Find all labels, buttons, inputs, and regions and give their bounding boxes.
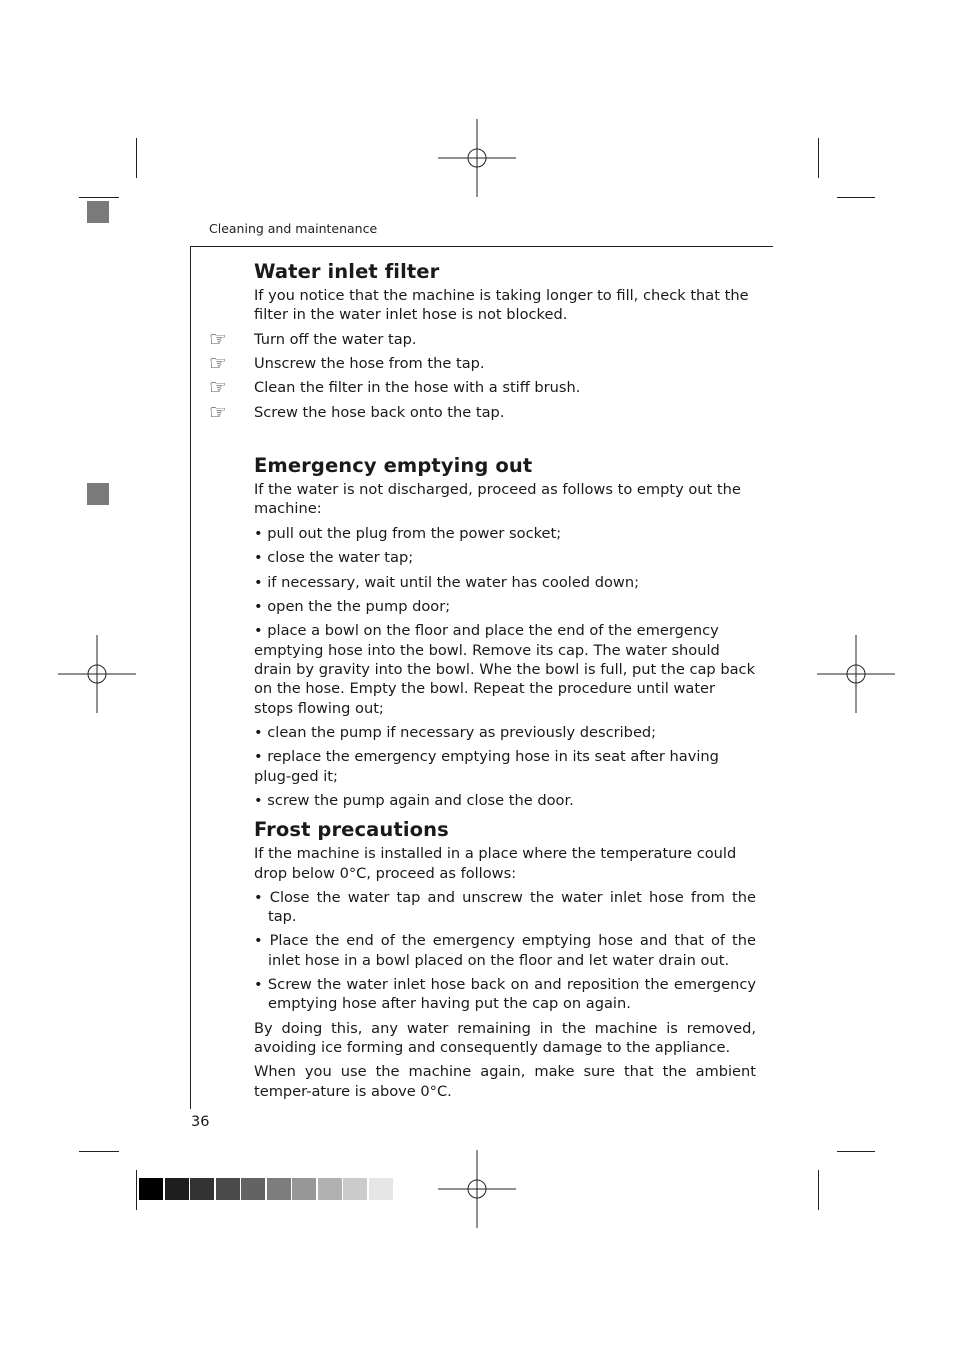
color-swatch xyxy=(139,1178,163,1200)
bullet-list xyxy=(254,524,756,811)
color-swatch xyxy=(343,1178,367,1200)
section-water-inlet-filter xyxy=(209,258,756,427)
section-outro: When you use the machine again, make sure that the ambient temper-ature is above 0°C. xyxy=(254,1063,756,1100)
margin-rule xyxy=(190,247,191,1109)
list-item: • clean the pump if necessary as previously described; xyxy=(254,723,657,741)
section-intro: If you notice that the machine is taking longer to fill, check that the filter in the water inlet hose is not blocked. xyxy=(254,287,749,324)
color-swatch xyxy=(165,1178,189,1200)
step-text: Turn off the water tap. xyxy=(254,330,417,348)
page-content xyxy=(209,258,756,1106)
list-item: • replace the emergency emptying hose in its seat after having plug-ged it; xyxy=(254,748,719,785)
registration-mark-icon xyxy=(58,635,136,713)
list-item: • close the water tap; xyxy=(254,549,414,567)
step-text: Screw the hose back onto the tap. xyxy=(254,403,505,421)
registration-mark-icon xyxy=(438,1150,516,1228)
step-item xyxy=(209,350,756,378)
color-swatch xyxy=(267,1178,291,1200)
side-tab-marker xyxy=(87,201,109,223)
section-intro: If the machine is installed in a place where the temperature could drop below 0°C, proceed as follows: xyxy=(254,845,737,882)
pointing-hand-icon: ☞ xyxy=(209,375,227,400)
color-swatch xyxy=(190,1178,214,1200)
side-tab-marker xyxy=(87,483,109,505)
list-item: • if necessary, wait until the water has cooled down; xyxy=(254,573,639,591)
color-swatch xyxy=(216,1178,240,1200)
crop-mark xyxy=(818,1170,819,1210)
section-outro: By doing this, any water remaining in the machine is removed, avoiding ice forming and consequently damage to the appliance. xyxy=(254,1019,756,1056)
list-item: • Place the end of the emergency emptying hose and that of the inlet hose in a bowl placed on the floor and let water drain out. xyxy=(254,932,756,969)
crop-mark xyxy=(79,1151,119,1152)
list-item: • screw the pump again and close the door. xyxy=(254,791,574,809)
step-item xyxy=(209,375,756,402)
crop-mark xyxy=(136,138,137,178)
list-item: • pull out the plug from the power socket; xyxy=(254,524,562,542)
header-rule xyxy=(190,246,773,247)
section-frost-precautions xyxy=(254,816,756,1101)
crop-mark xyxy=(837,1151,875,1152)
page-number: 36 xyxy=(191,1114,210,1130)
color-swatch xyxy=(369,1178,393,1200)
crop-mark xyxy=(837,197,875,198)
section-header-label: Cleaning and maintenance xyxy=(209,221,378,236)
list-item: • place a bowl on the floor and place the end of the emergency emptying hose into the bowl. Remove its cap. The water should drain by gravity into the bowl. Whe the bowl is full, put the cap back on the hose. Empty the bowl. Repeat the procedure until water stops flowing out; xyxy=(254,622,756,717)
section-title: Water inlet filter xyxy=(254,260,440,283)
list-item: • open the the pump door; xyxy=(254,597,451,615)
color-swatch xyxy=(241,1178,265,1200)
step-text: Clean the filter in the hose with a stiff brush. xyxy=(254,379,581,397)
list-item: • Close the water tap and unscrew the water inlet hose from the tap. xyxy=(254,888,756,926)
pointing-hand-icon: ☞ xyxy=(209,399,227,424)
step-item xyxy=(209,399,756,427)
bullet-list xyxy=(254,888,756,1014)
list-item: • Screw the water inlet hose back on and reposition the emergency emptying hose after having put the cap on again. xyxy=(254,976,756,1013)
section-title: Emergency emptying out xyxy=(254,454,533,478)
color-swatch xyxy=(318,1178,342,1200)
step-item xyxy=(209,326,756,354)
step-text: Unscrew the hose from the tap. xyxy=(254,354,485,372)
crop-mark xyxy=(79,197,119,198)
section-emergency-emptying xyxy=(254,452,756,810)
section-intro: If the water is not discharged, proceed as follows to empty out the machine: xyxy=(254,481,741,518)
crop-mark xyxy=(818,138,819,178)
pointing-hand-icon: ☞ xyxy=(209,350,227,375)
section-title: Frost precautions xyxy=(254,818,449,842)
registration-mark-icon xyxy=(438,119,516,197)
crop-mark xyxy=(136,1170,137,1210)
color-swatch xyxy=(292,1178,316,1200)
pointing-hand-icon: ☞ xyxy=(209,326,227,351)
registration-mark-icon xyxy=(817,635,895,713)
